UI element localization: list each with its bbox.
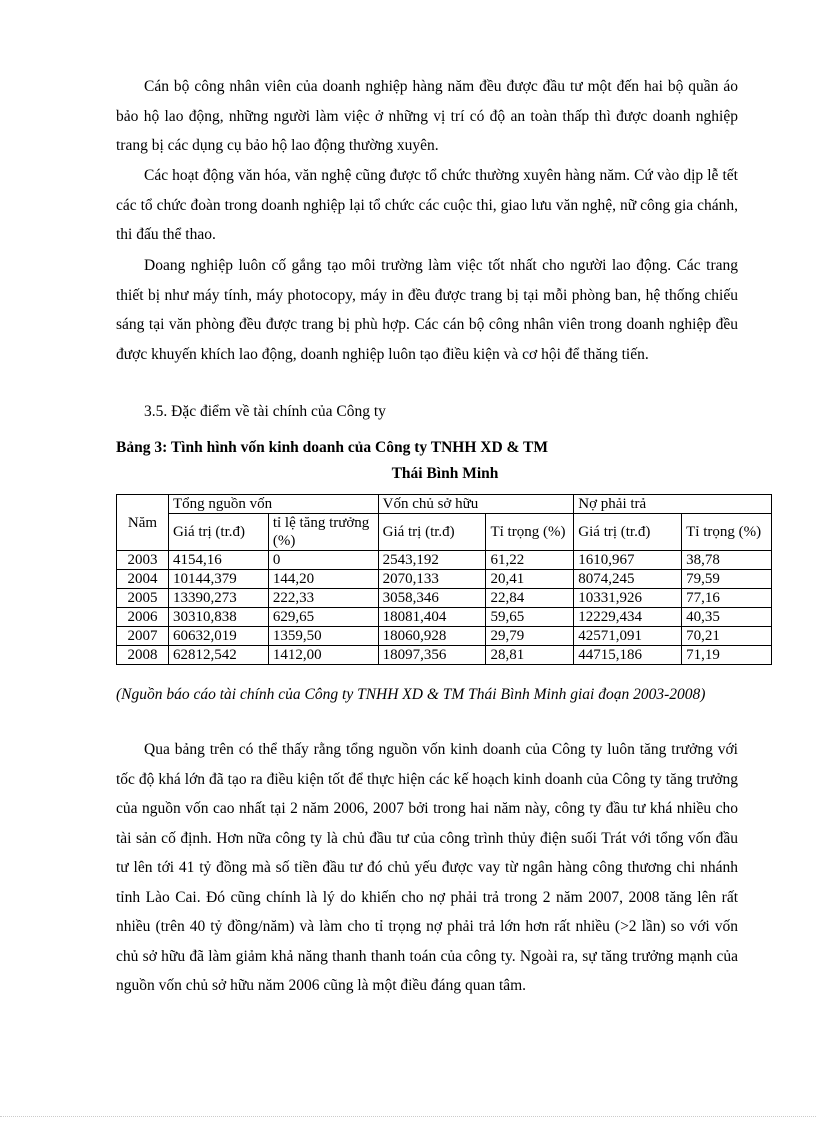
cell-total-growth: 222,33 — [268, 589, 378, 608]
cell-equity-ratio: 28,81 — [486, 646, 574, 665]
table-row — [117, 551, 772, 570]
cell-year: 2008 — [117, 646, 169, 665]
header-liabilities-ratio: Tỉ trọng (%) — [682, 514, 772, 551]
paragraph-work-environment: Doang nghiệp luôn cố gắng tạo môi trường làm việc tốt nhất cho người lao động. Các trang thiết bị như máy tính, máy photocopy, máy in đều được trang bị tại mỗi phòng ban, hệ thống chiếu sáng tại văn phòng đều được trang bị phù hợp. Các cán bộ công nhân viên trong doanh nghiệp đều được khuyến khích lao động, doanh nghiệp luôn tạo điều kiện và cơ hội để thăng tiến. — [116, 257, 738, 363]
cell-liabilities-value: 12229,434 — [574, 608, 682, 627]
table-row — [117, 608, 772, 627]
header-equity: Vốn chủ sở hữu — [378, 495, 574, 514]
cell-liabilities-ratio: 77,16 — [682, 589, 772, 608]
cell-total-value: 13390,273 — [168, 589, 268, 608]
cell-equity-ratio: 59,65 — [486, 608, 574, 627]
cell-equity-ratio: 20,41 — [486, 570, 574, 589]
header-equity-ratio: Tỉ trọng (%) — [486, 514, 574, 551]
cell-liabilities-value: 44715,186 — [574, 646, 682, 665]
header-equity-value: Giá trị (tr.đ) — [378, 514, 486, 551]
table-title: Bảng 3: Tình hình vốn kinh doanh của Công ty TNHH XD & TM — [116, 439, 548, 456]
table-row — [117, 646, 772, 665]
table-row — [117, 627, 772, 646]
cell-total-growth: 629,65 — [268, 608, 378, 627]
capital-table — [116, 494, 772, 665]
cell-equity-value: 2543,192 — [378, 551, 486, 570]
header-total-value: Giá trị (tr.đ) — [168, 514, 268, 551]
table-title-company: Thái Bình Minh — [391, 465, 499, 482]
cell-total-value: 10144,379 — [168, 570, 268, 589]
table-row — [117, 570, 772, 589]
header-year: Năm — [117, 495, 169, 551]
cell-liabilities-ratio: 40,35 — [682, 608, 772, 627]
cell-equity-value: 2070,133 — [378, 570, 486, 589]
cell-total-value: 62812,542 — [168, 646, 268, 665]
cell-year: 2005 — [117, 589, 169, 608]
cell-year: 2007 — [117, 627, 169, 646]
cell-total-growth: 0 — [268, 551, 378, 570]
cell-total-value: 60632,019 — [168, 627, 268, 646]
cell-equity-value: 3058,346 — [378, 589, 486, 608]
section-heading: 3.5. Đặc điểm về tài chính của Công ty — [144, 403, 386, 420]
cell-total-growth: 144,20 — [268, 570, 378, 589]
table-row — [117, 589, 772, 608]
header-total-capital: Tổng nguồn vốn — [168, 495, 378, 514]
cell-equity-ratio: 22,84 — [486, 589, 574, 608]
cell-liabilities-ratio: 71,19 — [682, 646, 772, 665]
cell-equity-value: 18081,404 — [378, 608, 486, 627]
cell-equity-value: 18060,928 — [378, 627, 486, 646]
paragraph-protective-equipment: Cán bộ công nhân viên của doanh nghiệp hàng năm đều được đầu tư một đến hai bộ quần áo bảo hộ lao động, những người làm việc ở những vị trí có độ an toàn thấp thì được doanh nghiệp trang bị các dụng cụ bảo hộ lao động thường xuyên. — [116, 78, 738, 154]
cell-liabilities-value: 42571,091 — [574, 627, 682, 646]
header-total-growth: tỉ lệ tăng trưởng (%) — [268, 514, 378, 551]
cell-liabilities-value: 10331,926 — [574, 589, 682, 608]
cell-liabilities-ratio: 79,59 — [682, 570, 772, 589]
cell-equity-ratio: 29,79 — [486, 627, 574, 646]
cell-liabilities-value: 8074,245 — [574, 570, 682, 589]
cell-liabilities-ratio: 38,78 — [682, 551, 772, 570]
cell-total-value: 30310,838 — [168, 608, 268, 627]
cell-total-value: 4154,16 — [168, 551, 268, 570]
cell-liabilities-ratio: 70,21 — [682, 627, 772, 646]
cell-equity-value: 18097,356 — [378, 646, 486, 665]
cell-year: 2004 — [117, 570, 169, 589]
page-bottom-divider — [0, 1116, 816, 1117]
cell-total-growth: 1359,50 — [268, 627, 378, 646]
paragraph-cultural-activities: Các hoạt động văn hóa, văn nghệ cũng được tổ chức thường xuyên hàng năm. Cứ vào dịp lễ tết các tổ chức đoàn trong doanh nghiệp lại tổ chức các cuộc thi, giao lưu văn nghệ, nữ công gia chánh, thi đấu thể thao. — [116, 167, 738, 243]
paragraph-analysis: Qua bảng trên có thể thấy rằng tổng nguồn vốn kinh doanh của Công ty luôn tăng trưởng với tốc độ khá lớn đã tạo ra điều kiện tốt để thực hiện các kế hoạch kinh doanh của Công ty tăng trưởng của nguồn vốn cao nhất tại 2 năm 2006, 2007 bởi trong hai năm này, công ty đầu tư khá nhiều cho tài sản cố định. Hơn nữa công ty là chủ đầu tư của công trình thủy điện suối Trát với tổng vốn đầu tư lên tới 41 tỷ đồng mà số tiền đầu tư đó chủ yếu được vay từ ngân hàng công thương chi nhánh tỉnh Lào Cai. Đó cũng chính là lý do khiến cho nợ phải trả trong 2 năm 2007, 2008 tăng lên rất nhiều (trên 40 tỷ đồng/năm) và làm cho tỉ trọng nợ phải trả lớn hơn rất nhiều (>2 lần) so với vốn chủ sở hữu đã làm giảm khả năng thanh thanh toán của công ty. Ngoài ra, sự tăng trưởng mạnh của nguồn vốn chủ sở hữu năm 2006 cũng là một điều đáng quan tâm. — [116, 741, 738, 994]
table-source-note: (Nguồn báo cáo tài chính của Công ty TNHH XD & TM Thái Bình Minh giai đoạn 2003-2008) — [116, 686, 706, 703]
cell-year: 2006 — [117, 608, 169, 627]
header-liabilities-value: Giá trị (tr.đ) — [574, 514, 682, 551]
cell-liabilities-value: 1610,967 — [574, 551, 682, 570]
cell-total-growth: 1412,00 — [268, 646, 378, 665]
header-liabilities: Nợ phải trả — [574, 495, 772, 514]
cell-equity-ratio: 61,22 — [486, 551, 574, 570]
cell-year: 2003 — [117, 551, 169, 570]
